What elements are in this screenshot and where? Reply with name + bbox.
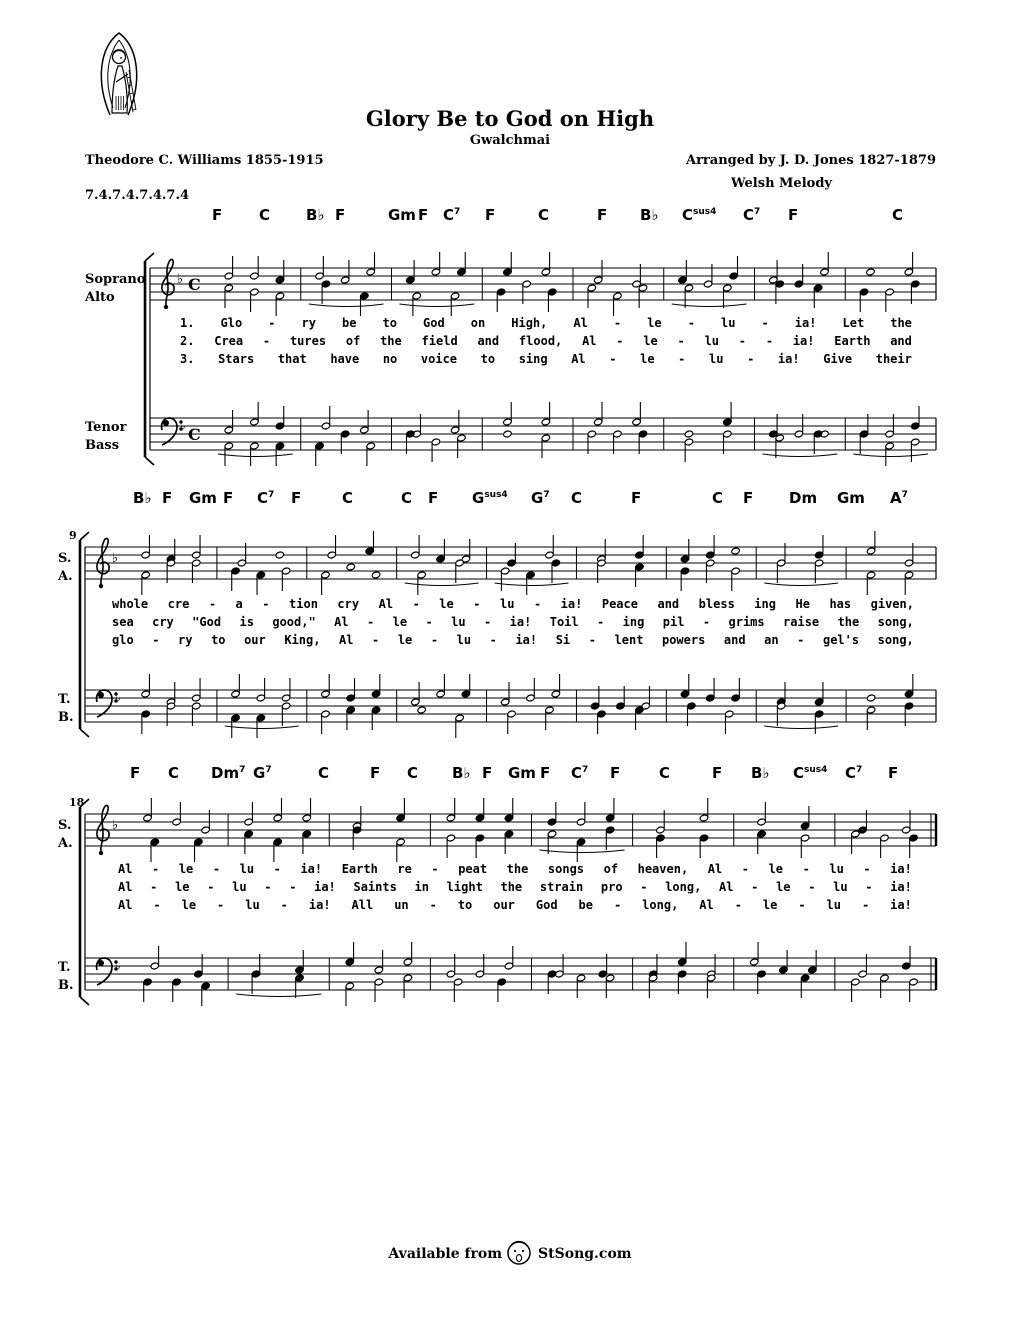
lyric-syllable: ing <box>622 615 645 629</box>
lyric-syllable: God <box>423 316 445 330</box>
lyric-syllable: ia! <box>890 898 912 912</box>
tune-name: Gwalchmai <box>469 133 551 148</box>
lyric-syllable: is <box>239 615 254 629</box>
lyric-syllable: le <box>768 862 784 876</box>
lyric-syllable: - <box>153 898 161 912</box>
measure-number: 18 <box>69 796 85 809</box>
lyric-syllable: - <box>741 862 749 876</box>
chord-symbol: F <box>540 764 551 782</box>
lyric-syllable: le <box>181 898 197 912</box>
lyric-syllable: lu <box>456 633 472 647</box>
lyric-syllable: - <box>273 862 281 876</box>
lyric-syllable: ia! <box>794 316 817 330</box>
lyric-syllable: voice <box>420 352 458 366</box>
lyric-syllable: their <box>875 352 912 366</box>
lyric-syllable: to <box>211 633 226 647</box>
lyric-syllable: - <box>761 316 769 330</box>
lyric-syllable: ry <box>178 633 193 647</box>
lyric-syllable: given, <box>870 597 914 611</box>
lyric-syllable: - <box>613 898 622 912</box>
lyric-syllable: Al <box>118 880 133 894</box>
lyric-syllable: our <box>244 633 266 647</box>
chord-symbol: B♭ <box>751 764 770 782</box>
lyric-syllable: the <box>500 880 523 894</box>
lyric-syllable: and <box>657 597 680 611</box>
lyric-syllable: - <box>429 898 437 912</box>
lyric-syllable: - <box>412 597 420 611</box>
lyric-syllable: le <box>175 880 190 894</box>
lyric-syllable: - <box>264 880 272 894</box>
measure-number: 9 <box>69 529 77 542</box>
lyric-syllable: Si <box>555 633 571 647</box>
chord-symbol: $C^7$ <box>743 206 761 224</box>
lyric-syllable: God <box>535 898 558 912</box>
lyrics-line <box>112 633 914 647</box>
lyric-syllable: lu <box>709 352 724 366</box>
chord-symbol: C <box>538 206 550 224</box>
lyric-syllable: - <box>738 334 747 348</box>
lyric-syllable: ia! <box>509 615 532 629</box>
lyric-syllable: Stars <box>218 352 255 366</box>
lyric-syllable: 2. <box>180 334 195 348</box>
lyric-syllable: - <box>640 880 648 894</box>
chord-symbol: F <box>743 489 754 507</box>
lyric-syllable: ing <box>754 597 776 611</box>
lyric-syllable: the <box>837 615 860 629</box>
lyric-syllable: - <box>152 862 160 876</box>
lyric-syllable: le <box>392 615 408 629</box>
lyric-syllable: to <box>457 898 473 912</box>
lyric-syllable: grims <box>728 615 765 629</box>
lyric-syllable: le <box>776 880 791 894</box>
lyric-syllable: pro <box>600 880 623 894</box>
lyric-syllable: peat <box>458 862 488 876</box>
staff-label-a: A. <box>58 569 73 584</box>
staff-label-soprano: Soprano <box>85 272 146 287</box>
lyrics-line <box>180 334 912 348</box>
chord-symbol: C <box>259 206 271 224</box>
lyric-syllable: Al <box>571 352 586 366</box>
lyric-syllable: - <box>473 597 481 611</box>
lyric-syllable: "God <box>192 615 222 629</box>
lyrics-line <box>118 880 912 894</box>
lyric-syllable: Al <box>118 898 133 912</box>
chord-symbol: $C^7$ <box>571 764 589 782</box>
lyric-syllable: no <box>382 352 398 366</box>
chord-symbol: F <box>631 489 642 507</box>
lyric-syllable: - <box>613 316 622 330</box>
chord-symbol: F <box>130 764 141 782</box>
svg-text:♭: ♭ <box>180 419 186 433</box>
lyric-syllable: ia! <box>314 880 336 894</box>
lyric-syllable: un <box>394 898 409 912</box>
lyric-syllable: 1. <box>180 316 195 330</box>
lyrics-line <box>112 615 914 629</box>
chord-symbol: F <box>485 206 496 224</box>
lyric-syllable: to <box>382 316 397 330</box>
lyric-syllable: - <box>747 352 755 366</box>
lyric-syllable: lu <box>704 334 720 348</box>
chord-symbol: C <box>712 489 724 507</box>
lyric-syllable: - <box>289 880 297 894</box>
lyric-syllable: lu <box>451 615 466 629</box>
chord-symbol: F <box>428 489 439 507</box>
lyric-syllable: in <box>414 880 429 894</box>
lyric-syllable: - <box>489 633 497 647</box>
lyric-syllable: lu <box>826 898 841 912</box>
lyric-syllable: - <box>588 633 596 647</box>
lyric-syllable: heaven, <box>637 862 689 876</box>
lyric-syllable: Al <box>334 615 349 629</box>
chord-symbol: Gm <box>837 489 865 507</box>
staff-label-tenor: Tenor <box>85 420 127 435</box>
svg-text:♭: ♭ <box>112 551 119 566</box>
lyric-syllable: Al <box>707 862 723 876</box>
lyric-syllable: a <box>235 597 243 611</box>
lyric-syllable: - <box>280 898 288 912</box>
lyric-syllable: Al <box>582 334 597 348</box>
lyric-syllable: ia! <box>890 880 912 894</box>
lyric-syllable: long, <box>665 880 702 894</box>
lyric-syllable: King, <box>284 633 321 647</box>
lyric-syllable: le <box>439 597 454 611</box>
arranger: Arranged by J. D. Jones 1827-1879 <box>685 153 936 168</box>
lyric-syllable: All <box>351 898 374 912</box>
lyric-syllable: - <box>798 898 806 912</box>
lyric-syllable: Al <box>118 862 133 876</box>
lyric-syllable: whole <box>112 597 149 611</box>
lyric-syllable: - <box>212 862 221 876</box>
staff-label-t: T. <box>58 692 71 707</box>
lyric-syllable: - <box>678 352 686 366</box>
chord-symbol: C <box>168 764 180 782</box>
lyric-syllable: and <box>477 334 500 348</box>
lyric-syllable: Al <box>339 633 354 647</box>
lyric-syllable: flood, <box>518 334 563 348</box>
svg-text:♭: ♭ <box>112 818 119 833</box>
chord-symbol: C <box>659 764 671 782</box>
lyric-syllable: cry <box>152 615 174 629</box>
lyric-syllable: ia! <box>560 597 583 611</box>
lyric-syllable: lu <box>232 880 247 894</box>
lyrics-line <box>180 316 912 330</box>
lyric-syllable: song, <box>877 633 914 647</box>
lyric-syllable: raise <box>783 615 820 629</box>
svg-text:C: C <box>188 275 201 294</box>
lyric-syllable: - <box>425 615 433 629</box>
lyric-syllable: Al <box>378 597 394 611</box>
lyric-syllable: He <box>795 597 810 611</box>
lyric-syllable: has <box>829 597 852 611</box>
staff-label-s: S. <box>58 818 72 833</box>
lyric-syllable: Peace <box>601 597 638 611</box>
lyric-syllable: - <box>262 597 270 611</box>
chord-symbol: $G^7$ <box>253 764 272 782</box>
chord-symbol: Gm <box>508 764 536 782</box>
svg-text:♭: ♭ <box>115 691 121 705</box>
lyric-syllable: le <box>397 633 413 647</box>
chord-symbol: B♭ <box>133 489 152 507</box>
lyric-syllable: on <box>470 316 486 330</box>
chord-symbol: F <box>712 764 723 782</box>
staff-label-bass: Bass <box>85 438 120 453</box>
lyric-syllable: lent <box>614 633 644 647</box>
lyric-syllable: song, <box>877 615 914 629</box>
lyric-syllable: ia! <box>777 352 800 366</box>
lyric-syllable: 3. <box>180 352 195 366</box>
chord-symbol: $C^{sus4}$ <box>682 206 717 224</box>
chord-symbol: F <box>335 206 346 224</box>
chord-symbol: Dm <box>789 489 818 507</box>
staff-label-b: B. <box>58 710 74 725</box>
lyric-syllable: - <box>152 633 160 647</box>
chord-symbol: F <box>610 764 621 782</box>
lyric-syllable: - <box>597 615 605 629</box>
lyric-syllable: - <box>483 615 492 629</box>
chord-symbol: F <box>597 206 608 224</box>
lyric-syllable: be <box>342 316 357 330</box>
footer-availability: Available from <box>388 1246 503 1262</box>
lyric-syllable: - <box>802 862 810 876</box>
staff-label-t: T. <box>58 960 71 975</box>
lyric-syllable: ry <box>301 316 316 330</box>
chord-symbol: F <box>370 764 381 782</box>
lyric-syllable: - <box>751 880 759 894</box>
lyric-syllable: Glo <box>220 316 243 330</box>
lyric-syllable: of <box>345 334 361 348</box>
lyric-syllable: - <box>687 316 695 330</box>
lyric-syllable: ia! <box>300 862 323 876</box>
lyric-syllable: lu <box>499 597 515 611</box>
chord-symbol: Gm <box>388 206 416 224</box>
lyric-syllable: - <box>262 334 271 348</box>
chord-symbol: Gm <box>189 489 217 507</box>
lyricist: Theodore C. Williams 1855-1915 <box>85 153 324 168</box>
lyric-syllable: long, <box>642 898 679 912</box>
lyric-syllable: le <box>178 862 194 876</box>
lyric-syllable: Al <box>573 316 588 330</box>
svg-text:♭: ♭ <box>177 272 184 287</box>
lyric-syllable: Toil <box>549 615 579 629</box>
chord-symbol: B♭ <box>306 206 325 224</box>
lyric-syllable: - <box>677 334 685 348</box>
lyric-syllable: and <box>890 334 912 348</box>
lyric-syllable: good," <box>272 615 316 629</box>
lyric-syllable: - <box>217 898 225 912</box>
lyric-syllable: light <box>446 880 483 894</box>
lyric-syllable: - <box>430 633 439 647</box>
lyric-syllable: ia! <box>792 334 815 348</box>
lyric-syllable: - <box>702 615 711 629</box>
chord-symbol: $C^7$ <box>443 206 461 224</box>
site-name: StSong.com <box>538 1246 632 1262</box>
lyric-syllable: re <box>397 862 412 876</box>
chord-symbol: C <box>401 489 413 507</box>
chord-symbol: $C^7$ <box>845 764 863 782</box>
lyric-syllable: - <box>765 334 774 348</box>
lyric-syllable: powers <box>661 633 706 647</box>
chord-symbol: B♭ <box>640 206 659 224</box>
lyric-syllable: ia! <box>890 862 912 876</box>
lyric-syllable: the <box>380 334 402 348</box>
lyric-syllable: - <box>861 898 870 912</box>
lyric-syllable: - <box>208 597 217 611</box>
lyric-syllable: le <box>640 352 655 366</box>
lyric-syllable: songs <box>547 862 585 876</box>
lyric-syllable: cry <box>337 597 360 611</box>
lyric-syllable: - <box>366 615 375 629</box>
chord-symbol: $C^7$ <box>257 489 275 507</box>
lyric-syllable: - <box>865 880 873 894</box>
lyric-syllable: strain <box>539 880 584 894</box>
lyric-syllable: Saints <box>353 880 397 894</box>
lyric-syllable: to <box>480 352 496 366</box>
svg-text:♭: ♭ <box>115 959 121 973</box>
chord-symbol: F <box>223 489 234 507</box>
lyric-syllable: ia! <box>308 898 331 912</box>
lyric-syllable: of <box>603 862 619 876</box>
lyric-syllable: field <box>421 334 458 348</box>
chord-symbol: F <box>162 489 173 507</box>
lyric-syllable: - <box>533 597 542 611</box>
lyrics-line <box>118 862 912 876</box>
lyric-syllable: glo <box>112 633 134 647</box>
chord-symbol: C <box>892 206 904 224</box>
lyric-syllable: Give <box>823 352 853 366</box>
lyric-syllable: - <box>268 316 276 330</box>
chord-symbol: F <box>482 764 493 782</box>
chord-symbol: C <box>407 764 419 782</box>
lyric-syllable: pil <box>662 615 685 629</box>
lyric-syllable: cre <box>167 597 190 611</box>
lyric-syllable: tures <box>289 334 327 348</box>
lyric-syllable: lu <box>245 898 260 912</box>
lyric-syllable: - <box>207 880 215 894</box>
staff-label-a: A. <box>58 836 73 851</box>
chord-symbol: F <box>888 764 899 782</box>
lyric-syllable: have <box>330 352 360 366</box>
chord-symbol: F <box>212 206 223 224</box>
footer <box>0 1246 1020 1262</box>
lyric-syllable: Crea <box>214 334 244 348</box>
lyric-syllable: that <box>277 352 307 366</box>
chord-symbol: $C^{sus4}$ <box>793 764 828 782</box>
lyric-syllable: Al <box>719 880 734 894</box>
lyric-syllable: High, <box>511 316 548 330</box>
lyrics-line <box>112 597 914 611</box>
lyrics-line <box>118 898 912 912</box>
lyric-syllable: lu <box>829 862 844 876</box>
lyric-syllable: Let <box>842 316 865 330</box>
chord-symbol: C <box>571 489 583 507</box>
chord-symbol: C <box>318 764 330 782</box>
lyric-syllable: gel's <box>822 633 860 647</box>
lyric-syllable: - <box>863 862 871 876</box>
chord-symbol: $G^7$ <box>531 489 550 507</box>
chord-symbol: Dm$^7$ <box>211 764 246 782</box>
lyric-syllable: - <box>372 633 380 647</box>
chord-symbol: F <box>291 489 302 507</box>
page-title: Glory Be to God on High <box>365 106 655 131</box>
lyric-syllable: the <box>506 862 529 876</box>
lyric-syllable: - <box>808 880 816 894</box>
melody-source: Welsh Melody <box>731 176 832 191</box>
lyric-syllable: - <box>797 633 805 647</box>
lyric-syllable: Earth <box>834 334 871 348</box>
lyric-syllable: lu <box>720 316 736 330</box>
lyric-syllable: an <box>764 633 779 647</box>
lyric-syllable: ia! <box>515 633 538 647</box>
chord-symbol: $A^7$ <box>890 489 908 507</box>
lyric-syllable: - <box>431 862 439 876</box>
staff-label-s: S. <box>58 551 72 566</box>
lyric-syllable: sing <box>518 352 548 366</box>
lyric-syllable: bless <box>698 597 735 611</box>
lyric-syllable: Earth <box>341 862 378 876</box>
lyric-syllable: - <box>616 334 624 348</box>
hymn-meter: 7.4.7.4.7.4.7.4 <box>85 188 190 203</box>
lyric-syllable: tion <box>289 597 318 611</box>
lyric-syllable: Al <box>699 898 714 912</box>
chord-symbol: C <box>342 489 354 507</box>
chord-symbol: F <box>788 206 799 224</box>
lyric-syllable: - <box>609 352 617 366</box>
lyric-syllable: and <box>723 633 746 647</box>
lyric-syllable: le <box>762 898 778 912</box>
lyric-syllable: - <box>734 898 742 912</box>
chord-symbol: $G^{sus4}$ <box>472 489 508 507</box>
lyric-syllable: sea <box>112 615 134 629</box>
staff-label-b: B. <box>58 978 74 993</box>
lyric-syllable: le <box>647 316 662 330</box>
lyric-syllable: be <box>578 898 593 912</box>
lyric-syllable: lu <box>239 862 255 876</box>
staff-label-alto: Alto <box>85 290 115 305</box>
lyric-syllable: lu <box>833 880 848 894</box>
lyric-syllable: our <box>493 898 515 912</box>
lyrics-line <box>180 352 912 366</box>
chord-symbol: F <box>418 206 429 224</box>
lyric-syllable: the <box>890 316 912 330</box>
svg-text:C: C <box>188 425 201 444</box>
lyric-syllable: - <box>150 880 158 894</box>
lyric-syllable: le <box>643 334 658 348</box>
chord-symbol: B♭ <box>452 764 471 782</box>
